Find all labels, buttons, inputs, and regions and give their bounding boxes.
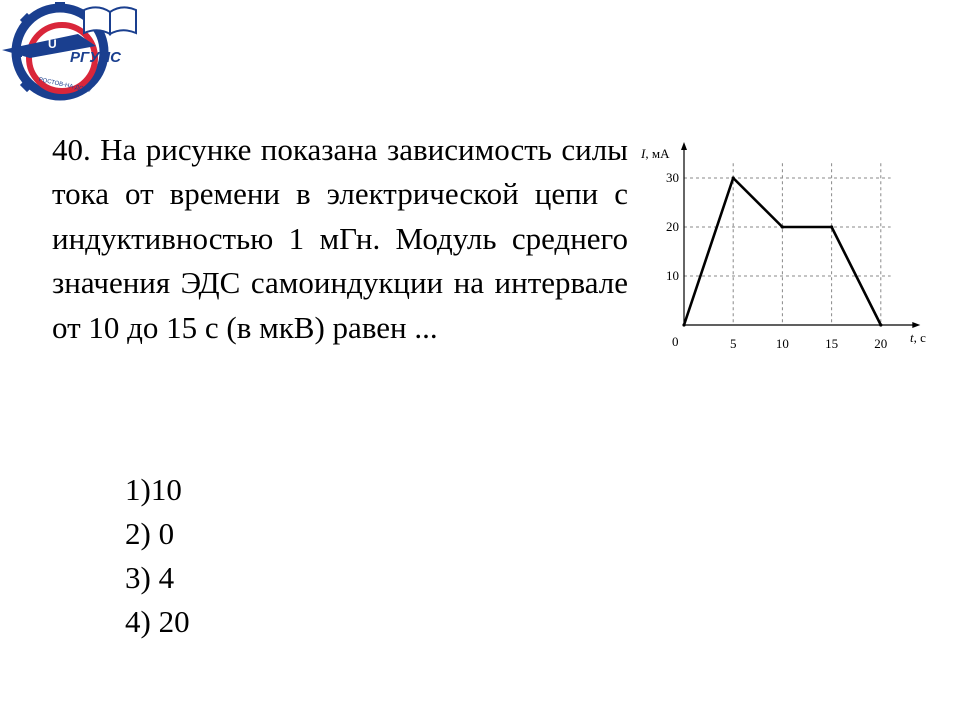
x-tick-label: 5 (729, 336, 737, 351)
data-point (732, 176, 735, 179)
answer-option[interactable]: 3) 4 (125, 560, 175, 595)
data-point (781, 225, 784, 228)
y-axis-arrow (681, 142, 687, 150)
answer-option[interactable]: 1)10 (125, 472, 182, 507)
x-tick-label: 10 (775, 336, 789, 351)
university-logo (0, 0, 140, 102)
x-axis-arrow (912, 322, 920, 328)
logo-text: РГУПС (70, 49, 121, 66)
current-time-chart (638, 138, 948, 358)
answer-list (125, 468, 190, 644)
y-tick-label: 20 (666, 219, 679, 234)
x-axis-unit: , с (913, 330, 926, 345)
question-text: 40. На рисунке показана зависимость силы тока от времени в электрической цепи с индуктивностью 1 мГн. Модуль среднего значения ЭДС самоиндукции на интервале от 10 до 15 с (в мкВ) равен ... (52, 132, 628, 345)
x-tick-label: 20 (874, 336, 888, 351)
y-tick-label: 30 (666, 170, 679, 185)
y-axis-label (640, 146, 670, 161)
x-tick-label: 15 (825, 336, 839, 351)
logo-ring-text: РОСТОВ-НА-ДОНУ (38, 77, 93, 95)
origin-label: 0 (672, 334, 679, 349)
data-point (830, 225, 833, 228)
x-axis-label (910, 330, 926, 345)
y-axis-unit: , мА (645, 146, 670, 161)
book-icon (84, 7, 136, 34)
chart-axes (681, 142, 920, 328)
data-point (682, 323, 685, 326)
chart-tick-labels (666, 170, 887, 351)
logo-letter: U (48, 37, 57, 51)
y-tick-label: 10 (666, 268, 679, 283)
chart-grid (684, 163, 891, 325)
y-axis-variable: I (641, 146, 646, 161)
answer-option[interactable]: 2) 0 (125, 516, 175, 551)
answer-option[interactable]: 4) 20 (125, 604, 190, 639)
data-point (879, 323, 882, 326)
x-axis-variable: t (910, 330, 914, 345)
